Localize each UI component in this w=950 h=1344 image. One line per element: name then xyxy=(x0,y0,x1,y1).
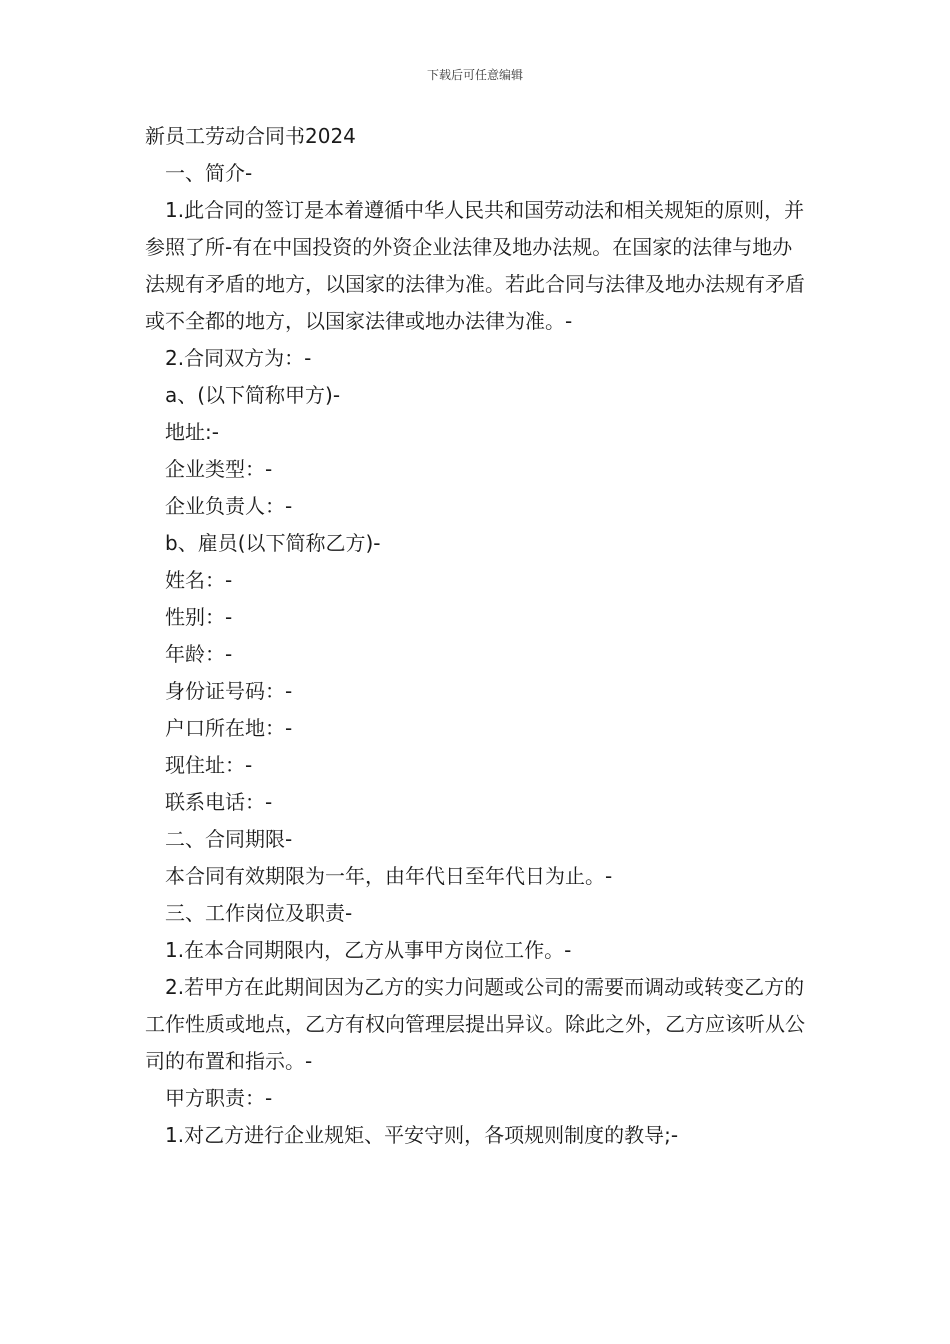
document-body xyxy=(145,118,809,1154)
form-line: 性别：- xyxy=(165,605,233,629)
section-heading: 二、合同期限- xyxy=(165,827,293,851)
form-line: 户口所在地：- xyxy=(165,716,293,740)
paragraph: 甲方职责：- xyxy=(165,1086,273,1110)
header-note: 下载后可任意编辑 xyxy=(426,68,523,82)
document-title: 新员工劳动合同书2024 xyxy=(145,124,356,148)
form-line: 地址:- xyxy=(165,420,219,444)
section-heading: 三、工作岗位及职责- xyxy=(165,901,353,925)
form-line: 企业类型：- xyxy=(165,457,273,481)
section-heading: 一、简介- xyxy=(165,161,253,185)
paragraph: 1.在本合同期限内，乙方从事甲方岗位工作。- xyxy=(165,938,572,962)
paragraph: 2.合同双方为：- xyxy=(165,346,312,370)
form-line: 联系电话：- xyxy=(165,790,273,814)
form-line: 现住址：- xyxy=(165,753,253,777)
form-line: 年龄：- xyxy=(165,642,233,666)
paragraph: 本合同有效期限为一年，由年代日至年代日为止。- xyxy=(165,864,613,888)
paragraph: 1.对乙方进行企业规矩、平安守则，各项规则制度的教导;- xyxy=(165,1123,679,1147)
form-line: 姓名：- xyxy=(165,568,233,592)
paragraph: b、雇员(以下简称乙方)- xyxy=(165,531,381,555)
paragraph: a、(以下简称甲方)- xyxy=(165,383,341,407)
form-line: 企业负责人：- xyxy=(165,494,293,518)
paragraph: 2.若甲方在此期间因为乙方的实力问题或公司的需要而调动或转变乙方的工作性质或地点，乙方有权向管理层提出异议。除此之外，乙方应该听从公司的布置和指示。- xyxy=(145,975,805,1073)
paragraph: 1.此合同的签订是本着遵循中华人民共和国劳动法和相关规矩的原则，并参照了所-有在中国投资的外资企业法律及地办法规。在国家的法律与地办法规有矛盾的地方，以国家的法律为准。若此合同与法律及地办法规有矛盾或不全都的地方，以国家法律或地办法律为准。- xyxy=(145,198,805,333)
form-line: 身份证号码：- xyxy=(165,679,293,703)
